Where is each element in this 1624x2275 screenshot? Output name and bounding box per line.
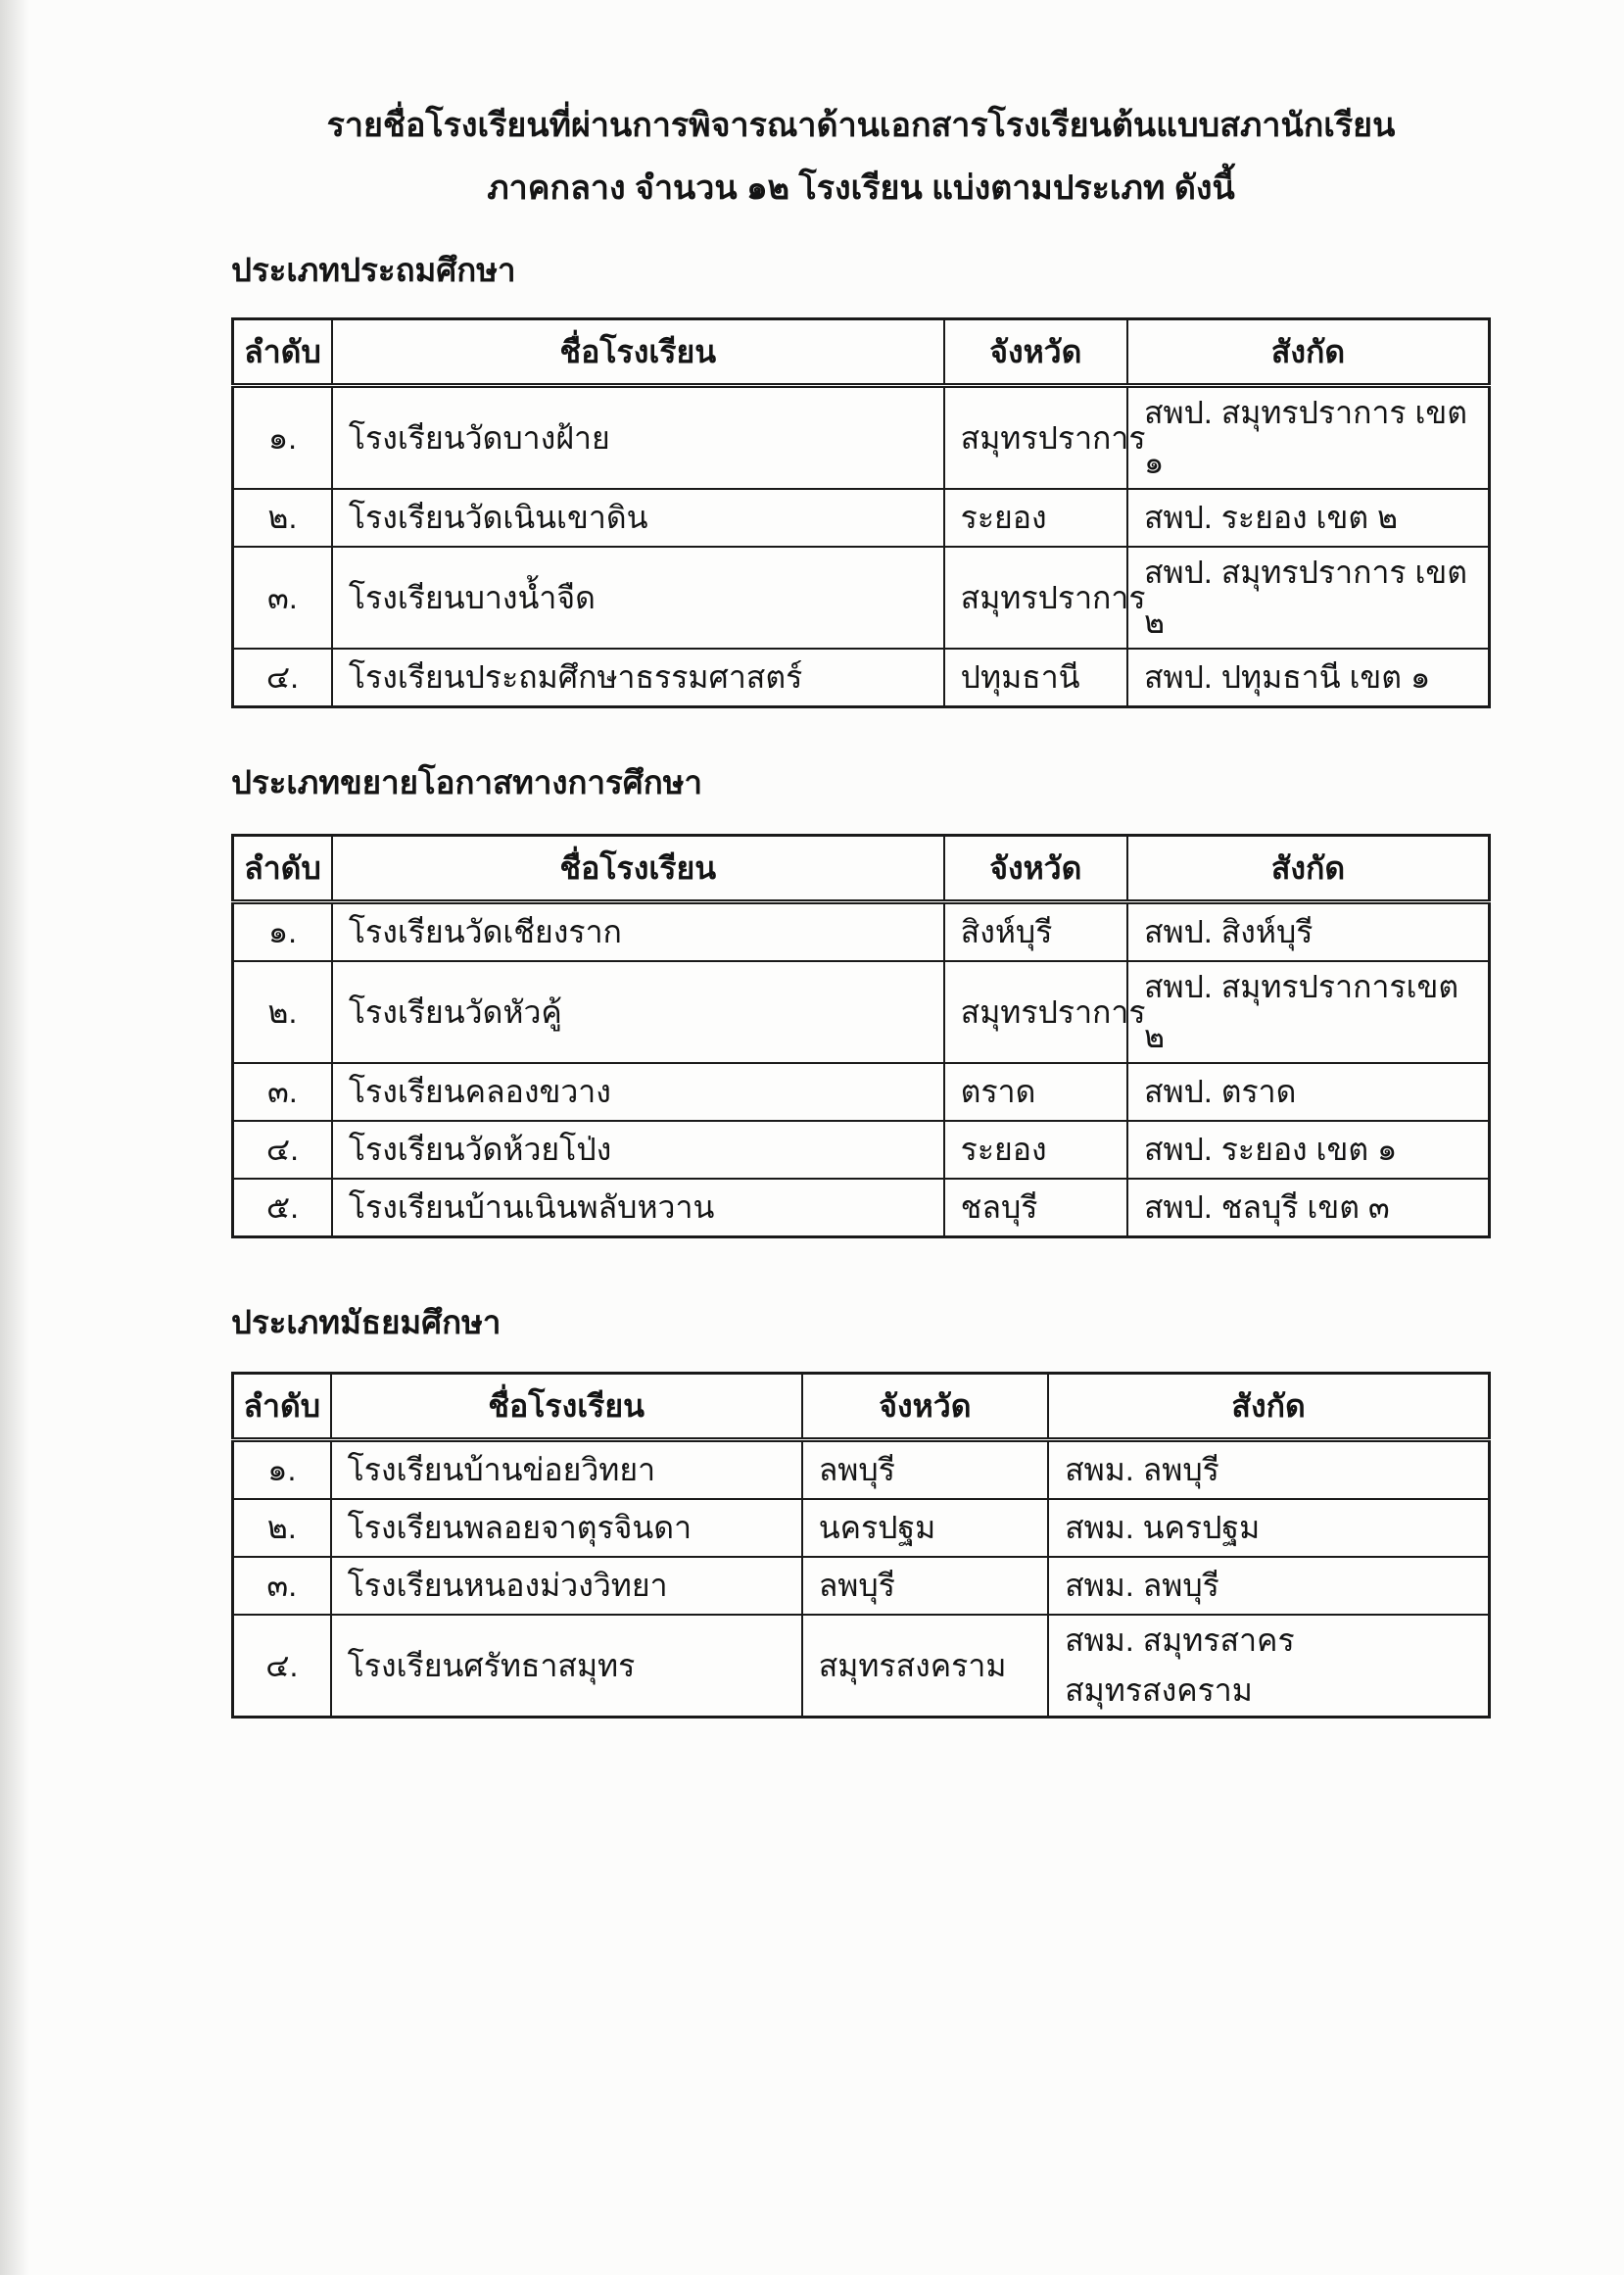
cell-affiliation: สพป. ปทุมธานี เขต ๑	[1127, 649, 1490, 707]
table-header-row	[233, 1374, 1490, 1440]
cell-order: ๒.	[233, 1499, 331, 1557]
cell-school-name: โรงเรียนวัดเนินเขาดิน	[332, 489, 944, 547]
cell-affiliation: สพป. ระยอง เขต ๒	[1127, 489, 1490, 547]
cell-province: ตราด	[944, 1063, 1127, 1121]
cell-province: นครปฐม	[802, 1499, 1048, 1557]
cell-province: ระยอง	[944, 1121, 1127, 1179]
column-header-affiliation: สังกัด	[1127, 319, 1490, 386]
cell-affiliation: สพม. ลพบุรี	[1048, 1557, 1489, 1615]
column-header-order: ลำดับ	[233, 319, 332, 386]
cell-affiliation: สพม. ลพบุรี	[1048, 1440, 1489, 1500]
table-row	[233, 1557, 1490, 1615]
cell-school-name: โรงเรียนพลอยจาตุรจินดา	[331, 1499, 802, 1557]
cell-affiliation: สพม. นครปฐม	[1048, 1499, 1489, 1557]
cell-school-name: โรงเรียนวัดห้วยโป่ง	[332, 1121, 944, 1179]
cell-school-name: โรงเรียนประถมศึกษาธรรมศาสตร์	[332, 649, 944, 707]
cell-order: ๒.	[233, 961, 332, 1063]
primary-schools-table	[231, 317, 1491, 708]
document-content	[231, 0, 1491, 1718]
table-row	[233, 1063, 1490, 1121]
cell-school-name: โรงเรียนวัดเชียงราก	[332, 902, 944, 962]
column-header-province: จังหวัด	[802, 1374, 1048, 1440]
table-row	[233, 386, 1490, 490]
cell-affiliation: สพม. สมุทรสาคร สมุทรสงคราม	[1048, 1615, 1489, 1718]
cell-affiliation: สพป. สิงห์บุรี	[1127, 902, 1490, 962]
column-header-school-name: ชื่อโรงเรียน	[331, 1374, 802, 1440]
document-title	[231, 0, 1491, 212]
table-row	[233, 1440, 1490, 1500]
column-header-affiliation: สังกัด	[1048, 1374, 1489, 1440]
section-heading-secondary: ประเภทมัธยมศึกษา	[231, 1304, 502, 1340]
cell-province: ปทุมธานี	[944, 649, 1127, 707]
cell-school-name: โรงเรียนวัดหัวคู้	[332, 961, 944, 1063]
cell-school-name: โรงเรียนบางน้ำจืด	[332, 547, 944, 649]
cell-affiliation: สพป. ตราด	[1127, 1063, 1490, 1121]
cell-order: ๓.	[233, 1557, 331, 1615]
cell-order: ๑.	[233, 902, 332, 962]
table-row	[233, 1499, 1490, 1557]
cell-province: สมุทรสงคราม	[802, 1615, 1048, 1718]
cell-school-name: โรงเรียนศรัทธาสมุทร	[331, 1615, 802, 1718]
cell-school-name: โรงเรียนบ้านเนินพลับหวาน	[332, 1179, 944, 1237]
title-line-1: รายชื่อโรงเรียนที่ผ่านการพิจารณาด้านเอกสารโรงเรียนต้นแบบสภานักเรียน	[326, 107, 1396, 144]
cell-order: ๔.	[233, 649, 332, 707]
cell-order: ๕.	[233, 1179, 332, 1237]
cell-province: ชลบุรี	[944, 1179, 1127, 1237]
table-row	[233, 902, 1490, 962]
cell-school-name: โรงเรียนวัดบางฝ้าย	[332, 386, 944, 490]
section-heading-opportunity-expansion: ประเภทขยายโอกาสทางการศึกษา	[231, 764, 702, 800]
cell-order: ๓.	[233, 547, 332, 649]
cell-province: ลพบุรี	[802, 1440, 1048, 1500]
column-header-school-name: ชื่อโรงเรียน	[332, 319, 944, 386]
cell-affiliation: สพป. สมุทรปราการ เขต ๑	[1127, 386, 1490, 490]
secondary-schools-table	[231, 1372, 1491, 1718]
cell-order: ๑.	[233, 386, 332, 490]
cell-province: สิงห์บุรี	[944, 902, 1127, 962]
table-row	[233, 1615, 1490, 1718]
opportunity-expansion-schools-table	[231, 834, 1491, 1238]
cell-order: ๔.	[233, 1615, 331, 1718]
cell-province: สมุทรปราการ	[944, 386, 1127, 490]
cell-order: ๓.	[233, 1063, 332, 1121]
table-row	[233, 961, 1490, 1063]
cell-province: ลพบุรี	[802, 1557, 1048, 1615]
cell-order: ๔.	[233, 1121, 332, 1179]
cell-province: ระยอง	[944, 489, 1127, 547]
table-row	[233, 649, 1490, 707]
column-header-province: จังหวัด	[944, 319, 1127, 386]
section-heading-primary: ประเภทประถมศึกษา	[231, 252, 516, 288]
table-header-row	[233, 319, 1490, 386]
cell-affiliation: สพป. ระยอง เขต ๑	[1127, 1121, 1490, 1179]
cell-order: ๒.	[233, 489, 332, 547]
cell-school-name: โรงเรียนหนองม่วงวิทยา	[331, 1557, 802, 1615]
cell-province: สมุทรปราการ	[944, 547, 1127, 649]
column-header-school-name: ชื่อโรงเรียน	[332, 836, 944, 902]
table-row	[233, 1179, 1490, 1237]
table-header-row	[233, 836, 1490, 902]
table-row	[233, 489, 1490, 547]
column-header-affiliation: สังกัด	[1127, 836, 1490, 902]
cell-order: ๑.	[233, 1440, 331, 1500]
table-row	[233, 1121, 1490, 1179]
cell-affiliation: สพป. สมุทรปราการ เขต ๒	[1127, 547, 1490, 649]
cell-school-name: โรงเรียนคลองขวาง	[332, 1063, 944, 1121]
column-header-order: ลำดับ	[233, 1374, 331, 1440]
column-header-order: ลำดับ	[233, 836, 332, 902]
cell-school-name: โรงเรียนบ้านข่อยวิทยา	[331, 1440, 802, 1500]
column-header-province: จังหวัด	[944, 836, 1127, 902]
title-line-2: ภาคกลาง จำนวน ๑๒ โรงเรียน แบ่งตามประเภท ดังนี้	[487, 169, 1235, 207]
cell-affiliation: สพป. สมุทรปราการเขต ๒	[1127, 961, 1490, 1063]
cell-province: สมุทรปราการ	[944, 961, 1127, 1063]
table-row	[233, 547, 1490, 649]
cell-affiliation: สพป. ชลบุรี เขต ๓	[1127, 1179, 1490, 1237]
